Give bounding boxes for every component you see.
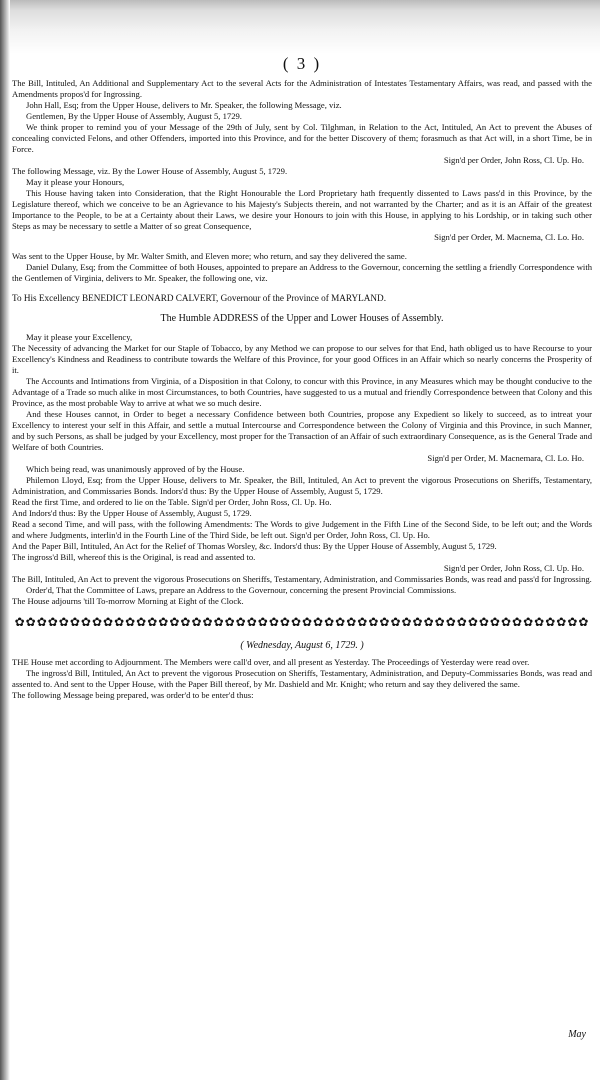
ornamental-divider: ✿✿✿✿✿✿✿✿✿✿✿✿✿✿✿✿✿✿✿✿✿✿✿✿✿✿✿✿✿✿✿✿✿✿✿✿✿✿✿✿✿✿✿✿✿✿✿✿✿✿✿✿	[14, 615, 590, 629]
paragraph: THE House met according to Adjournment. The Members were call'd over, and all present as Yesterday. The Proceedings of Yesterday were read over.	[12, 657, 530, 667]
paragraph: The Accounts and Intimations from Virginia, of a Disposition in that Colony, to concur with this Province, in any Measures which may be thought conducive to the Advantage of a Trade so much alike in most Circumstances, to both Countries, have suggested to us a mutual and friendly Correspondence between that Colony and this Province, as the most probable Way to arrive at what we so much desire.	[12, 376, 592, 408]
address-title: The Humble ADDRESS of the Upper and Lower Houses of Assembly.	[160, 313, 444, 324]
signature-line: Sign'd per Order, M. Macnemara, Cl. Lo. Ho.	[427, 453, 584, 463]
catchword: May	[568, 1029, 586, 1040]
signature-line: Sign'd per Order, John Ross, Cl. Up. Ho.	[443, 155, 584, 165]
signature-line: Sign'd per Order, M. Macnema, Cl. Lo. Ho.	[434, 232, 584, 242]
signature-line: Sign'd per Order, John Ross, Cl. Up. Ho.	[443, 563, 584, 573]
paragraph: The Bill, Intituled, An Additional and Supplementary Act to the several Acts for the Administration of Intestates Testamentary Affairs, was read, and passed with the Amendments propos'd for Ingrossing.	[12, 78, 592, 99]
paragraph: And the Paper Bill, Intituled, An Act for the Relief of Thomas Worsley, &c. Indors'd thus: By the Upper House of Assembly, August 5, 1729.	[12, 541, 497, 551]
page-top-edge	[0, 0, 600, 54]
paragraph: Which being read, was unanimously approved of by the House.	[26, 464, 245, 474]
paragraph: Read the first Time, and ordered to lie on the Table. Sign'd per Order, John Ross, Cl. Up. Ho.	[12, 497, 332, 507]
paragraph: Philemon Lloyd, Esq; from the Upper House, delivers to Mr. Speaker, the Bill, Intituled, An Act to prevent the vigorous Prosecutions on Sheriffs, Testamentary, Administration, and Commissaries Bonds. Indors'd thus: By the Upper House of Assembly, August 5, 1729.	[12, 475, 592, 496]
paragraph: The ingross'd Bill, Intituled, An Act to prevent the vigorous Prosecution on Sheriffs, Testamentary, Administration, and Deputy-Commissaries Bonds, was read and assented to. And sent to the Upper House, with the Paper Bill thereof, by Mr. Dashield and Mr. Knight; who return and say they delivered the same.	[12, 668, 592, 689]
paragraph: The Necessity of advancing the Market for our Staple of Tobacco, by any Method we can propose to our selves for that End, hath obliged us to have Recourse to your Excellency's Kindness and Readiness to contribute towards the Welfare of this Province, for your good Offices in an Affair which so nearly concerns the Prosperity of it.	[12, 343, 592, 375]
paragraph: Read a second Time, and will pass, with the following Amendments: The Words to give Judgement in the Fifth Line of the Second Side, to be left out; and the Words and where Judgments, interlin'd in the Fourth Line of the Third Side, be left out. Sign'd per Order, John Ross, Cl. Up. Ho.	[12, 519, 592, 540]
paragraph: And Indors'd thus: By the Upper House of Assembly, August 5, 1729.	[12, 508, 252, 518]
paragraph: And these Houses cannot, in Order to beget a necessary Confidence between both Countries, propose any Expedient so likely to succeed, as to intreat your Excellency to interest your self in this Affair, and settle a mutual Intercourse and Correspondence between the Colony of Virginia and this Province, in such Manner, and by such Persons, as shall be judged by your Excellency, most proper for the Transaction of an Affair of such extraordinary Consequence, as is the General Trade and Welfare of both Countries.	[12, 409, 592, 452]
paragraph: Order'd, That the Committee of Laws, prepare an Address to the Governour, concerning the present Provincial Commissions.	[26, 585, 457, 595]
book-binding-edge	[0, 0, 10, 1080]
paragraph: This House having taken into Consideration, that the Right Honourable the Lord Proprietary hath frequently dissented to Laws pass'd in this Province, by the Legislature thereof, which we conceive to be an Agrievance to his Majesty's Subjects therein, and not warranted by the Charter; and as it is an Affair of the greatest Importance to the People, to be at a Certainty about their Laws, we desire your Honours to join with this House, in applying to his Lordship, or in taking such other Steps as may be necessary to settle a Matter of so great Consequence,	[12, 188, 592, 231]
paragraph: Gentlemen, By the Upper House of Assembly, August 5, 1729.	[26, 111, 242, 121]
address-heading: To His Excellency BENEDICT LEONARD CALVERT, Governour of the Province of MARYLAND.	[12, 293, 386, 303]
paragraph: The following Message being prepared, was order'd to be enter'd thus:	[12, 690, 254, 700]
paragraph: Daniel Dulany, Esq; from the Committee of both Houses, appointed to prepare an Address to the Governour, concerning the settling a friendly Correspondence with the Gentlemen of Virginia, delivers to Mr. Speaker, the following one, viz.	[12, 262, 592, 283]
paragraph: We think proper to remind you of your Message of the 29th of July, sent by Col. Tilghman, in Relation to the Act, Intituled, An Act to prevent the Abuses of concealing convicted Felons, and other Offenders, imported into this Province, and for the better Discovery of them; forasmuch as that Act will, in a short Time, be in Force.	[12, 122, 592, 154]
page-number: ( 3 )	[282, 54, 322, 73]
salutation: May it please your Honours,	[26, 177, 125, 187]
session-date: ( Wednesday, August 6, 1729. )	[240, 640, 364, 651]
document-page	[12, 54, 592, 1074]
paragraph: The following Message, viz. By the Lower House of Assembly, August 5, 1729.	[12, 166, 288, 176]
paragraph: The Bill, Intituled, An Act to prevent the vigorous Prosecutions on Sheriffs, Testamentary, Administration, and Commissaries Bonds, was read and pass'd for Ingrossing.	[12, 574, 592, 584]
paragraph: The House adjourns 'till To-morrow Morning at Eight of the Clock.	[12, 596, 244, 606]
paragraph: The ingross'd Bill, whereof this is the Original, is read and assented to.	[12, 552, 256, 562]
salutation: May it please your Excellency,	[26, 332, 133, 342]
paragraph: John Hall, Esq; from the Upper House, delivers to Mr. Speaker, the following Message, viz.	[26, 100, 342, 110]
paragraph: Was sent to the Upper House, by Mr. Walter Smith, and Eleven more; who return, and say they delivered the same.	[12, 251, 407, 261]
